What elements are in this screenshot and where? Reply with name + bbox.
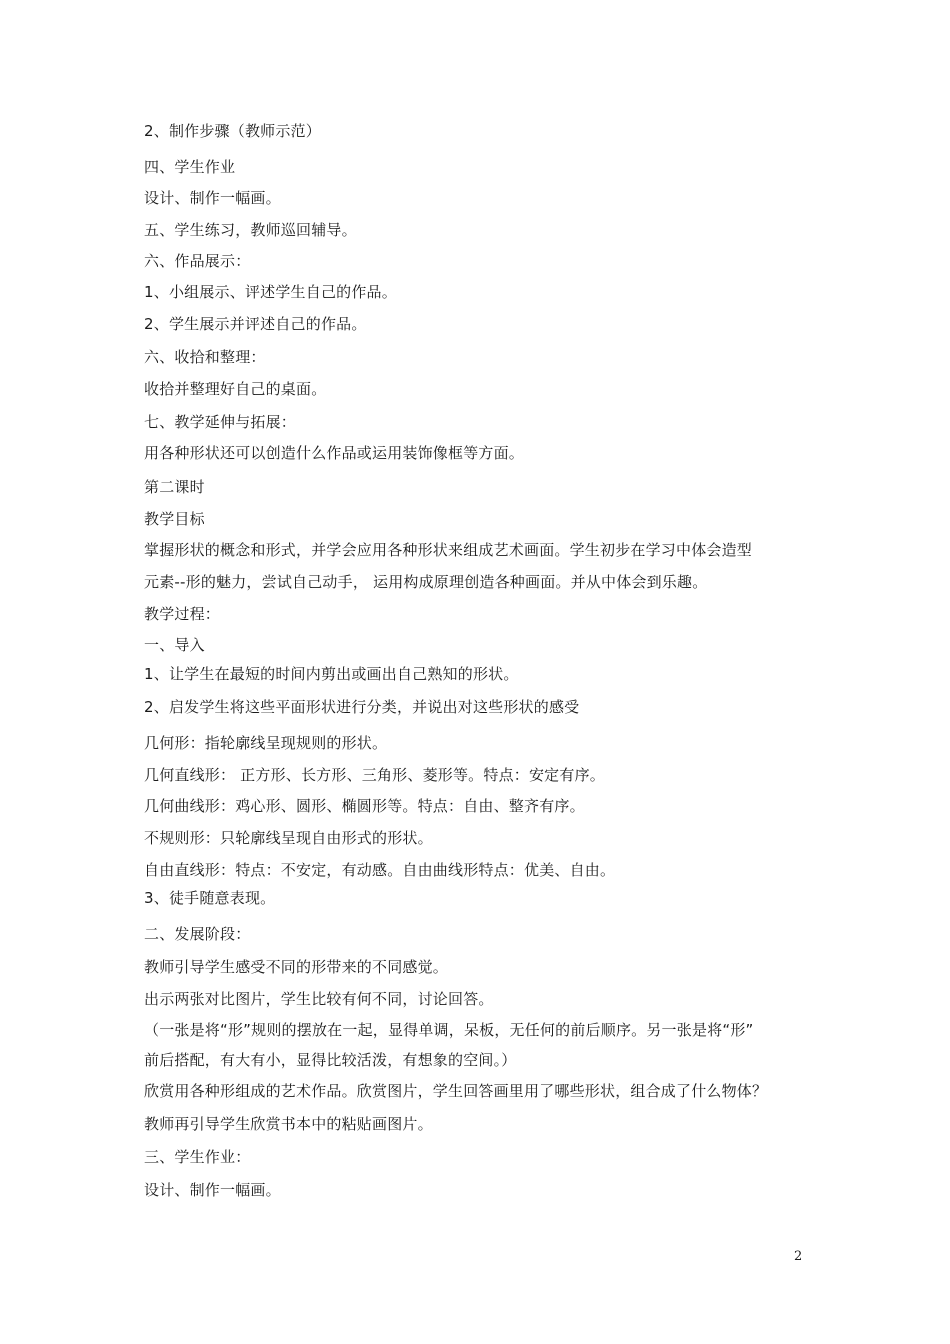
text-line: 收拾并整理好自己的桌面。 [144, 380, 327, 398]
text-line: 2、启发学生将这些平面形状进行分类，并说出对这些形状的感受 [144, 698, 580, 716]
text-line: 不规则形：只轮廓线呈现自由形式的形状。 [144, 829, 433, 847]
text-line: 2、学生展示并评述自己的作品。 [144, 315, 367, 333]
text-line: 3、徒手随意表现。 [144, 889, 276, 907]
text-line: 第二课时 [144, 478, 205, 496]
text-line: 几何曲线形：鸡心形、圆形、椭圆形等。特点：自由、整齐有序。 [144, 797, 585, 815]
text-line: 七、教学延伸与拓展： [144, 413, 297, 431]
text-line: 一、导入 [144, 636, 205, 654]
text-line: 用各种形状还可以创造什么作品或运用装饰像框等方面。 [144, 444, 525, 462]
text-line: 六、收拾和整理： [144, 348, 266, 366]
text-line: 四、学生作业 [144, 158, 236, 176]
text-line: 教师引导学生感受不同的形带来的不同感觉。 [144, 958, 449, 976]
text-line: 前后搭配，有大有小，显得比较活泼，有想象的空间。） [144, 1051, 517, 1069]
text-line: 六、作品展示： [144, 252, 251, 270]
text-line: 元素--形的魅力，尝试自己动手， 运用构成原理创造各种画面。并从中体会到乐趣。 [144, 573, 708, 591]
text-line: 几何形：指轮廓线呈现规则的形状。 [144, 734, 388, 752]
text-line: 1、小组展示、评述学生自己的作品。 [144, 283, 397, 301]
text-line: 教学过程： [144, 605, 221, 623]
text-line: 掌握形状的概念和形式，并学会应用各种形状来组成艺术画面。学生初步在学习中体会造型 [144, 541, 753, 559]
text-line: 二、发展阶段： [144, 925, 251, 943]
text-line: （一张是将“形”规则的摆放在一起，显得单调，呆板，无任何的前后顺序。另一张是将“形” [144, 1021, 754, 1039]
text-line: 设计、制作一幅画。 [144, 189, 281, 207]
page-number: 2 [794, 1249, 803, 1264]
text-line: 1、让学生在最短的时间内剪出或画出自己熟知的形状。 [144, 665, 519, 683]
text-line: 2、制作步骤（教师示范） [144, 122, 321, 140]
text-line: 欣赏用各种形组成的艺术作品。欣赏图片，学生回答画里用了哪些形状，组合成了什么物体？ [144, 1082, 768, 1100]
text-line: 出示两张对比图片，学生比较有何不同，讨论回答。 [144, 990, 494, 1008]
text-line: 设计、制作一幅画。 [144, 1181, 281, 1199]
text-line: 几何直线形： 正方形、长方形、三角形、菱形等。特点：安定有序。 [144, 766, 605, 784]
text-line: 三、学生作业： [144, 1148, 251, 1166]
text-line: 教师再引导学生欣赏书本中的粘贴画图片。 [144, 1115, 433, 1133]
text-line: 自由直线形：特点：不安定，有动感。自由曲线形特点：优美、自由。 [144, 861, 616, 879]
text-line: 教学目标 [144, 510, 205, 528]
text-line: 五、学生练习，教师巡回辅导。 [144, 221, 357, 239]
